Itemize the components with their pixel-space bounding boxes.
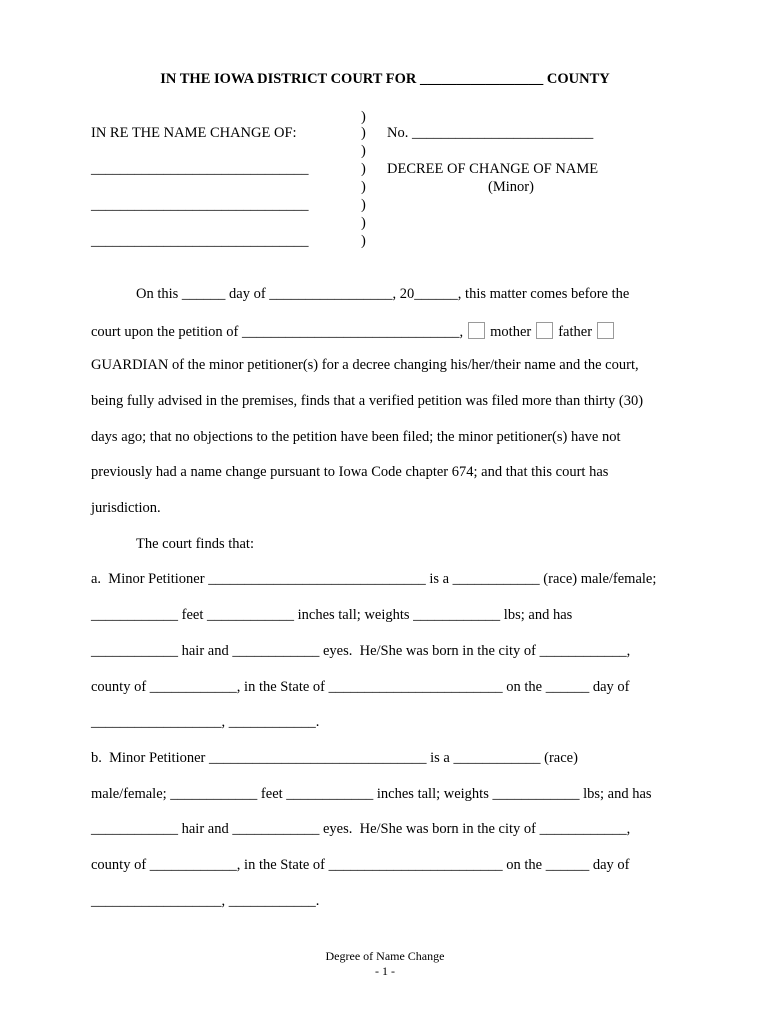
page-title: IN THE IOWA DISTRICT COURT FOR _________________ COUNTY <box>160 71 610 87</box>
petitioner-a-line: ____________ feet ____________ inches tall; weights ____________ lbs; and has <box>91 607 573 623</box>
body-line: On this ______ day of _________________, 20______, this matter comes before the <box>136 286 630 302</box>
caption-paren: ) <box>361 161 366 177</box>
petitioner-b-line: __________________, ____________. <box>91 893 320 909</box>
petitioner-a-line: __________________, ____________. <box>91 714 320 730</box>
body-line: GUARDIAN of the minor petitioner(s) for a decree changing his/her/their name and the court, <box>91 357 639 373</box>
mother-checkbox[interactable] <box>468 322 485 339</box>
name-blank-1[interactable]: ______________________________ <box>91 161 309 177</box>
petitioner-b-line: male/female; ____________ feet ____________ inches tall; weights ____________ lbs; and has <box>91 786 652 802</box>
name-blank-2[interactable]: ______________________________ <box>91 197 309 213</box>
petition-line <box>91 322 619 340</box>
petitioner-b-line: b. Minor Petitioner ______________________________ is a ____________ (race) <box>91 750 578 766</box>
caption-paren: ) <box>361 197 366 213</box>
petitioner-b-line: county of ____________, in the State of ________________________ on the ______ day of <box>91 857 630 873</box>
petitioner-a-line: a. Minor Petitioner ______________________________ is a ____________ (race) male/female; <box>91 571 657 587</box>
decree-subtitle: (Minor) <box>488 179 534 195</box>
name-blank-3[interactable]: ______________________________ <box>91 233 309 249</box>
caption-paren: ) <box>361 179 366 195</box>
decree-title: DECREE OF CHANGE OF NAME <box>387 161 599 177</box>
body-line: previously had a name change pursuant to Iowa Code chapter 674; and that this court has <box>91 464 609 480</box>
guardian-checkbox[interactable] <box>597 322 614 339</box>
body-line: days ago; that no objections to the petition have been filed; the minor petitioner(s) have not <box>91 429 621 445</box>
caption-paren: ) <box>361 215 366 231</box>
father-label: father <box>558 324 593 340</box>
petitioner-a-line: ____________ hair and ____________ eyes. He/She was born in the city of ____________, <box>91 643 631 659</box>
caption-paren: ) <box>361 109 366 125</box>
mother-label: mother <box>490 324 532 340</box>
page-number: - 1 - <box>375 964 395 978</box>
father-checkbox[interactable] <box>536 322 553 339</box>
caption-paren: ) <box>361 125 366 141</box>
footer-title: Degree of Name Change <box>325 949 445 963</box>
petitioner-b-line: ____________ hair and ____________ eyes. He/She was born in the city of ____________, <box>91 821 631 837</box>
caption-paren: ) <box>361 233 366 249</box>
body-line: jurisdiction. <box>91 500 161 516</box>
caption-paren: ) <box>361 143 366 159</box>
court-finds: The court finds that: <box>136 536 254 552</box>
in-re-label: IN RE THE NAME CHANGE OF: <box>91 125 297 141</box>
body-line: being fully advised in the premises, finds that a verified petition was filed more than thirty (30) <box>91 393 644 409</box>
petitioner-a-line: county of ____________, in the State of ________________________ on the ______ day of <box>91 679 630 695</box>
body-text: court upon the petition of ______________________________, <box>91 324 464 340</box>
case-number-field[interactable]: No. _________________________ <box>387 125 594 141</box>
